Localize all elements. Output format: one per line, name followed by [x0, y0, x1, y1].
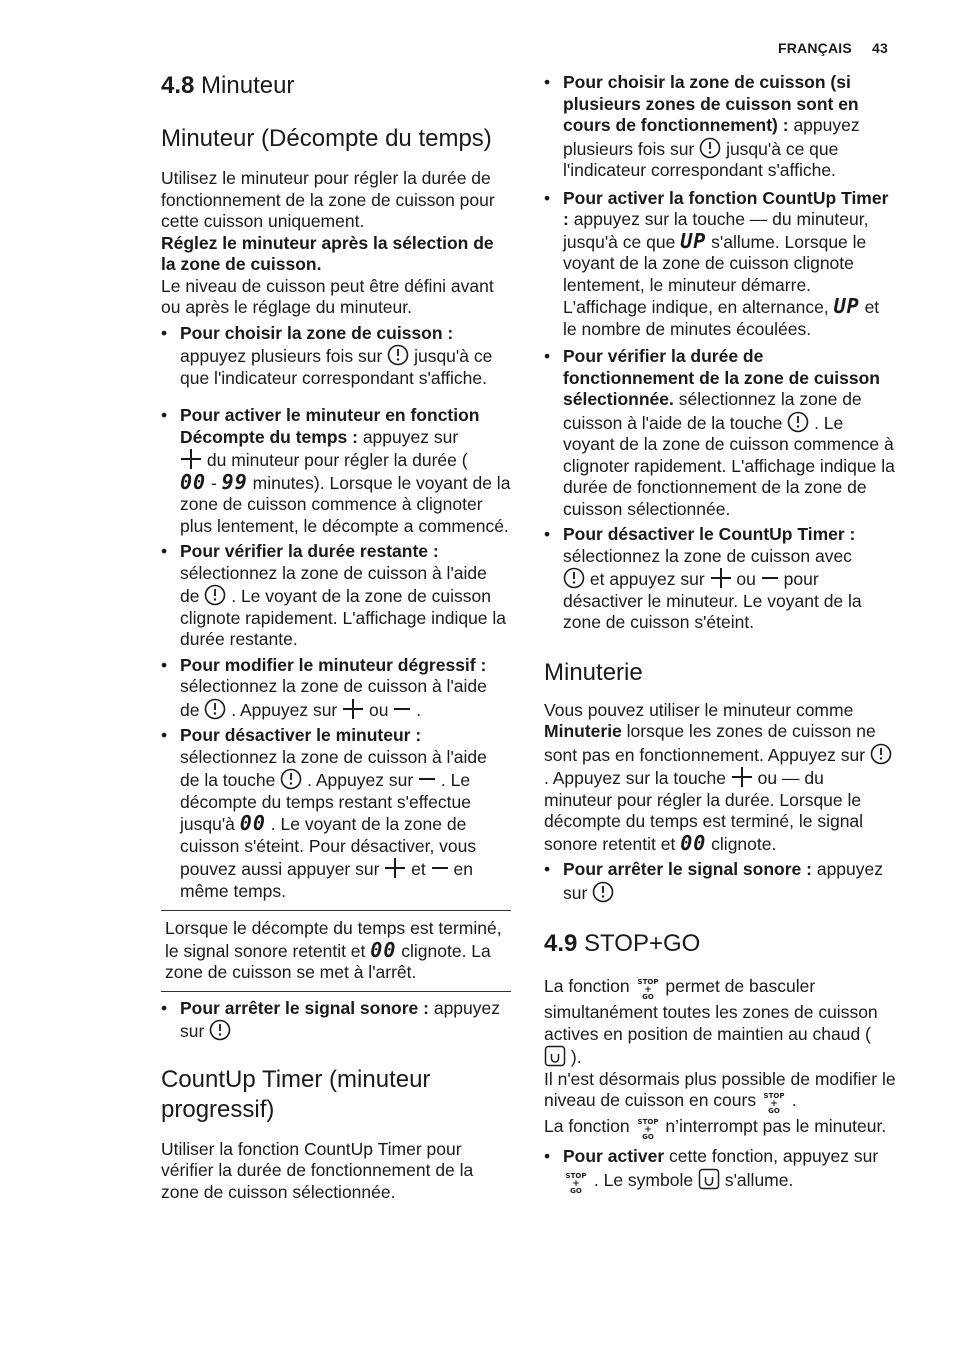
step-text: ou	[369, 699, 389, 720]
section-title: STOP+GO	[584, 930, 701, 957]
step-title: Pour arrêter le signal sonore :	[563, 859, 812, 879]
step-text: sélectionnez la zone de cuisson à l'aide de la touche	[180, 746, 487, 790]
step-text: pour désactiver le minuteur. Le voyant de la zone de cuisson s'éteint.	[563, 569, 862, 632]
paragraph-text: . Appuyez sur la touche	[544, 768, 726, 788]
svg-text:GO: GO	[768, 1107, 780, 1115]
svg-text:STOP: STOP	[565, 1171, 587, 1180]
svg-text:+: +	[770, 1099, 778, 1109]
paragraph-text: lorsque les zones de cuisson ne sont pas en fonctionnement. Appuyez sur	[544, 721, 876, 765]
step-text: jusqu'à ce que l'indicateur correspondant s'affiche.	[180, 346, 493, 388]
step-text: s'allume.	[724, 1169, 794, 1190]
stop-go-icon	[635, 1116, 661, 1142]
step-text: s'allume. Lorsque le voyant de la zone de cuisson clignote lentement, le minuteur démarre. L'affichage indique, en alternance,	[563, 231, 867, 317]
countup-steps	[544, 72, 896, 634]
step-text: . Appuyez sur	[231, 699, 338, 720]
svg-text:GO: GO	[641, 993, 654, 1001]
minus-icon	[431, 857, 449, 879]
svg-text:+: +	[572, 1178, 580, 1189]
step-text: sélectionnez la zone de cuisson avec	[563, 545, 852, 566]
timer-clock-icon	[592, 881, 614, 903]
section-heading-4-8	[161, 72, 511, 100]
keep-warm-icon	[698, 1168, 720, 1190]
svg-text:STOP: STOP	[763, 1092, 785, 1100]
stop-go-icon	[635, 976, 661, 1002]
display-00: 00	[239, 811, 266, 835]
step-text: ou	[736, 569, 756, 589]
keep-warm-icon	[544, 1045, 566, 1067]
intro-bold-text: Réglez le minuteur après la sélection de la zone de cuisson.	[161, 232, 494, 274]
display-00: 00	[680, 830, 707, 855]
list-item	[161, 405, 511, 537]
timer-clock-icon	[699, 137, 721, 159]
timer-clock-icon	[387, 344, 409, 366]
svg-text:+: +	[643, 985, 652, 995]
step-title: Pour activer	[563, 1146, 665, 1166]
list-item	[544, 188, 896, 341]
timer-clock-icon	[209, 1019, 231, 1041]
step-text: . Le symbole	[593, 1169, 694, 1190]
step-title: Pour choisir la zone de cuisson (si plusieurs zones de cuisson sont en cours de fonctionnement) :	[563, 72, 859, 135]
list-item	[544, 524, 896, 634]
subheading-countdown: Minuteur (Décompte du temps)	[161, 125, 492, 152]
list-item	[544, 859, 896, 904]
note-box	[161, 910, 511, 992]
list-item	[161, 998, 511, 1043]
svg-text:+: +	[643, 1125, 652, 1135]
step-text: minutes). Lorsque le voyant de la zone de cuisson commence à clignoter plus lentement, le décompte a commencé.	[180, 472, 511, 536]
step-text: sélectionnez la zone de cuisson à l'aide de	[180, 676, 487, 720]
timer-clock-icon	[787, 411, 809, 433]
timer-clock-icon	[563, 567, 585, 589]
stop-go-icon	[761, 1090, 787, 1116]
paragraph-bold: Minuterie	[544, 721, 622, 741]
step-text: . Le voyant de la zone de cuisson clignote rapidement. L'affichage indique la durée restante.	[180, 586, 507, 649]
list-item	[161, 725, 511, 902]
paragraph-text: .	[791, 1090, 797, 1110]
paragraph-text: Vous pouvez utiliser le minuteur comme	[544, 699, 854, 720]
step-text: . Le décompte du temps restant s'effectue jusqu'à	[180, 770, 471, 834]
page-number: 43	[872, 40, 888, 56]
step-text: .	[416, 699, 422, 720]
step-text: jusqu'à ce que l'indicateur correspondant s'affiche.	[563, 138, 839, 180]
list-item	[544, 346, 896, 520]
step-text: du minuteur pour régler la durée (	[206, 450, 468, 470]
left-column	[161, 70, 511, 1203]
countdown-steps	[161, 323, 511, 903]
paragraph-text: La fonction	[544, 1116, 630, 1136]
paragraph-text: Il n'est désormais plus possible de modifier le niveau de cuisson en cours	[544, 1068, 896, 1110]
step-title: Pour désactiver le CountUp Timer :	[563, 524, 856, 544]
list-item	[161, 541, 511, 651]
language-label: FRANÇAIS	[777, 40, 852, 56]
display-up: UP	[680, 228, 707, 253]
subheading-minuterie: Minuterie	[544, 658, 643, 686]
step-text: et	[411, 859, 426, 879]
display-99: 99	[221, 469, 248, 494]
step-text: . Le voyant de la zone de cuisson commence à clignoter rapidement. L'affichage indique la durée de fonctionnement de la zone de cuisson sélectionnée.	[563, 412, 895, 519]
section-number: 4.8	[161, 72, 195, 99]
paragraph-text: ).	[570, 1047, 582, 1067]
timer-clock-icon	[280, 768, 302, 790]
display-up: UP	[833, 294, 860, 318]
step-text: sélectionnez la zone de cuisson à l'aide de la touche	[563, 389, 862, 433]
intro-after-text: Le niveau de cuisson peut être défini avant ou après le réglage du minuteur.	[161, 275, 494, 317]
step-text: appuyez sur	[563, 859, 884, 903]
right-column	[544, 70, 896, 1196]
step-title: Pour désactiver le minuteur :	[180, 725, 422, 745]
stopgo-steps	[544, 1146, 896, 1196]
stop-go-icon	[563, 1170, 589, 1196]
step-text: appuyez sur la touche — du minuteur, jusqu'à ce que	[563, 209, 869, 252]
plus-icon	[710, 567, 732, 589]
plus-icon	[731, 766, 753, 788]
timer-clock-icon	[204, 584, 226, 606]
paragraph-text: ou — du minuteur pour régler la durée. Lorsque le décompte du temps est terminé, le signal sonore retentit et	[544, 768, 864, 854]
step-title: Pour choisir la zone de cuisson :	[180, 322, 454, 343]
timer-clock-icon	[870, 743, 892, 765]
section-title: Minuteur	[201, 72, 295, 99]
step-title: Pour activer la fonction CountUp Timer :	[563, 187, 889, 229]
step-text: . Appuyez sur	[307, 770, 414, 790]
display-00: 00	[370, 937, 397, 962]
step-title: Pour modifier le minuteur dégressif :	[180, 654, 487, 675]
page-header	[762, 38, 888, 60]
countup-paragraph: Utiliser la fonction CountUp Timer pour vérifier la durée de fonctionnement de la zone de cuisson sélectionnée.	[161, 1138, 474, 1202]
paragraph-text: n’interrompt pas le minuteur.	[665, 1116, 887, 1136]
plus-icon	[180, 448, 202, 470]
step-text: . Le voyant de la zone de cuisson s'éteint. Pour désactiver, vous pouvez aussi appuyer sur	[180, 814, 477, 879]
step-title: Pour activer le minuteur en fonction Décompte du temps :	[180, 405, 480, 447]
intro-text: Utilisez le minuteur pour régler la durée de fonctionnement de la zone de cuisson pour cette cuisson uniquement.	[161, 168, 495, 231]
timer-clock-icon	[204, 698, 226, 720]
note-text: clignote. La zone de cuisson se met à l'arrêt.	[165, 940, 491, 982]
minuterie-paragraph	[544, 700, 896, 856]
step-text: appuyez sur	[362, 426, 459, 447]
minus-icon	[393, 698, 411, 720]
list-item	[161, 655, 511, 722]
list-item	[161, 323, 511, 390]
step-text: en même temps.	[180, 859, 473, 901]
svg-text:GO: GO	[641, 1133, 654, 1141]
paragraph-text: clignote.	[711, 833, 777, 854]
step-text: et le nombre de minutes écoulées.	[563, 297, 880, 339]
step-text: sélectionnez la zone de cuisson à l'aide de	[180, 562, 487, 606]
step-title: Pour arrêter le signal sonore :	[180, 997, 429, 1018]
paragraph-text: La fonction	[544, 976, 630, 996]
minuterie-steps	[544, 859, 896, 904]
minus-icon	[418, 768, 436, 790]
step-text: cette fonction, appuyez sur	[669, 1146, 879, 1166]
plus-icon	[384, 857, 406, 879]
plus-icon	[342, 698, 364, 720]
step-text: appuyez plusieurs fois sur	[180, 346, 383, 366]
step-text: -	[210, 472, 217, 493]
minus-icon	[761, 567, 779, 589]
step-text: appuyez sur	[180, 997, 501, 1041]
paragraph-text: permet de basculer simultanément toutes les zones de cuisson actives en position de maintien au chaud (	[544, 976, 878, 1044]
svg-text:GO: GO	[570, 1186, 582, 1195]
signal-steps	[161, 998, 511, 1043]
list-item	[544, 1146, 896, 1196]
intro-paragraph	[161, 168, 511, 319]
subheading-countup: CountUp Timer (minuteur progressif)	[161, 1065, 431, 1123]
list-item	[544, 72, 896, 182]
display-00: 00	[180, 469, 207, 494]
step-title: Pour vérifier la durée de fonctionnement de la zone de cuisson sélectionnée.	[563, 346, 880, 409]
step-text: appuyez plusieurs fois sur	[563, 115, 860, 159]
note-text: Lorsque le décompte du temps est terminé, le signal sonore retentit et	[165, 918, 502, 961]
svg-text:STOP: STOP	[637, 1118, 658, 1126]
svg-text:STOP: STOP	[637, 978, 658, 986]
section-heading-4-9	[544, 930, 896, 958]
section-number: 4.9	[544, 930, 578, 957]
step-title: Pour vérifier la durée restante :	[180, 541, 439, 561]
stopgo-paragraph	[544, 976, 896, 1142]
step-text: et appuyez sur	[589, 569, 705, 589]
